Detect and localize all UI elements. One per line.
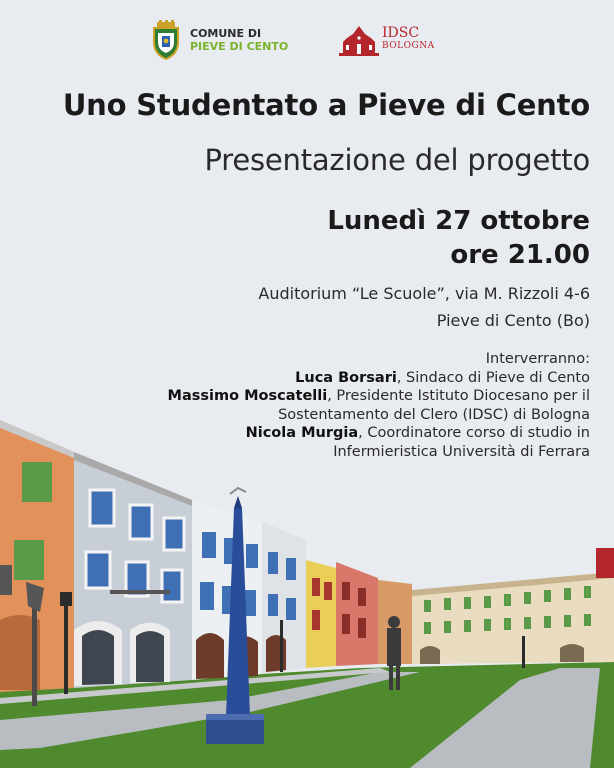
venue-address: Auditorium “Le Scuole”, via M. Rizzoli 4-6 (258, 284, 590, 303)
idsc-logo (339, 24, 435, 56)
speaker-role: Infermieristica Università di Ferrara (333, 443, 590, 460)
speaker-role: , Sindaco di Pieve di Cento (396, 369, 590, 386)
logo-bar (0, 18, 614, 64)
speakers-heading: Interverranno: (485, 351, 590, 367)
coat-of-arms-icon (148, 20, 184, 60)
comune-logo (148, 20, 288, 60)
speaker-name: Luca Borsari (295, 369, 397, 386)
event-date (0, 204, 590, 272)
event-day: Lunedì 27 ottobre (327, 206, 590, 236)
event-venue (0, 280, 590, 334)
comune-label: COMUNE DI (190, 27, 262, 40)
piazza-photo (0, 400, 614, 768)
speaker-role: , Presidente Istituto Diocesano per il (327, 388, 590, 404)
event-subtitle: Presentazione del progetto (204, 143, 590, 177)
venue-city: Pieve di Cento (Bo) (436, 311, 590, 330)
speaker-name: Nicola Murgia (245, 425, 359, 441)
speaker-line (0, 369, 590, 388)
event-time: ore 21.00 (450, 240, 590, 270)
idsc-city: BOLOGNA (382, 41, 435, 51)
speaker-role: , Coordinatore corso di studio in (358, 425, 590, 441)
speaker-name: Massimo Moscatelli (167, 388, 328, 404)
event-title: Uno Studentato a Pieve di Cento (62, 88, 590, 122)
comune-name: PIEVE DI CENTO (190, 40, 289, 53)
idsc-label: IDSC (382, 25, 420, 41)
church-building-icon (339, 24, 379, 56)
speaker-role: Sostentamento del Clero (IDSC) di Bologna (278, 406, 590, 423)
